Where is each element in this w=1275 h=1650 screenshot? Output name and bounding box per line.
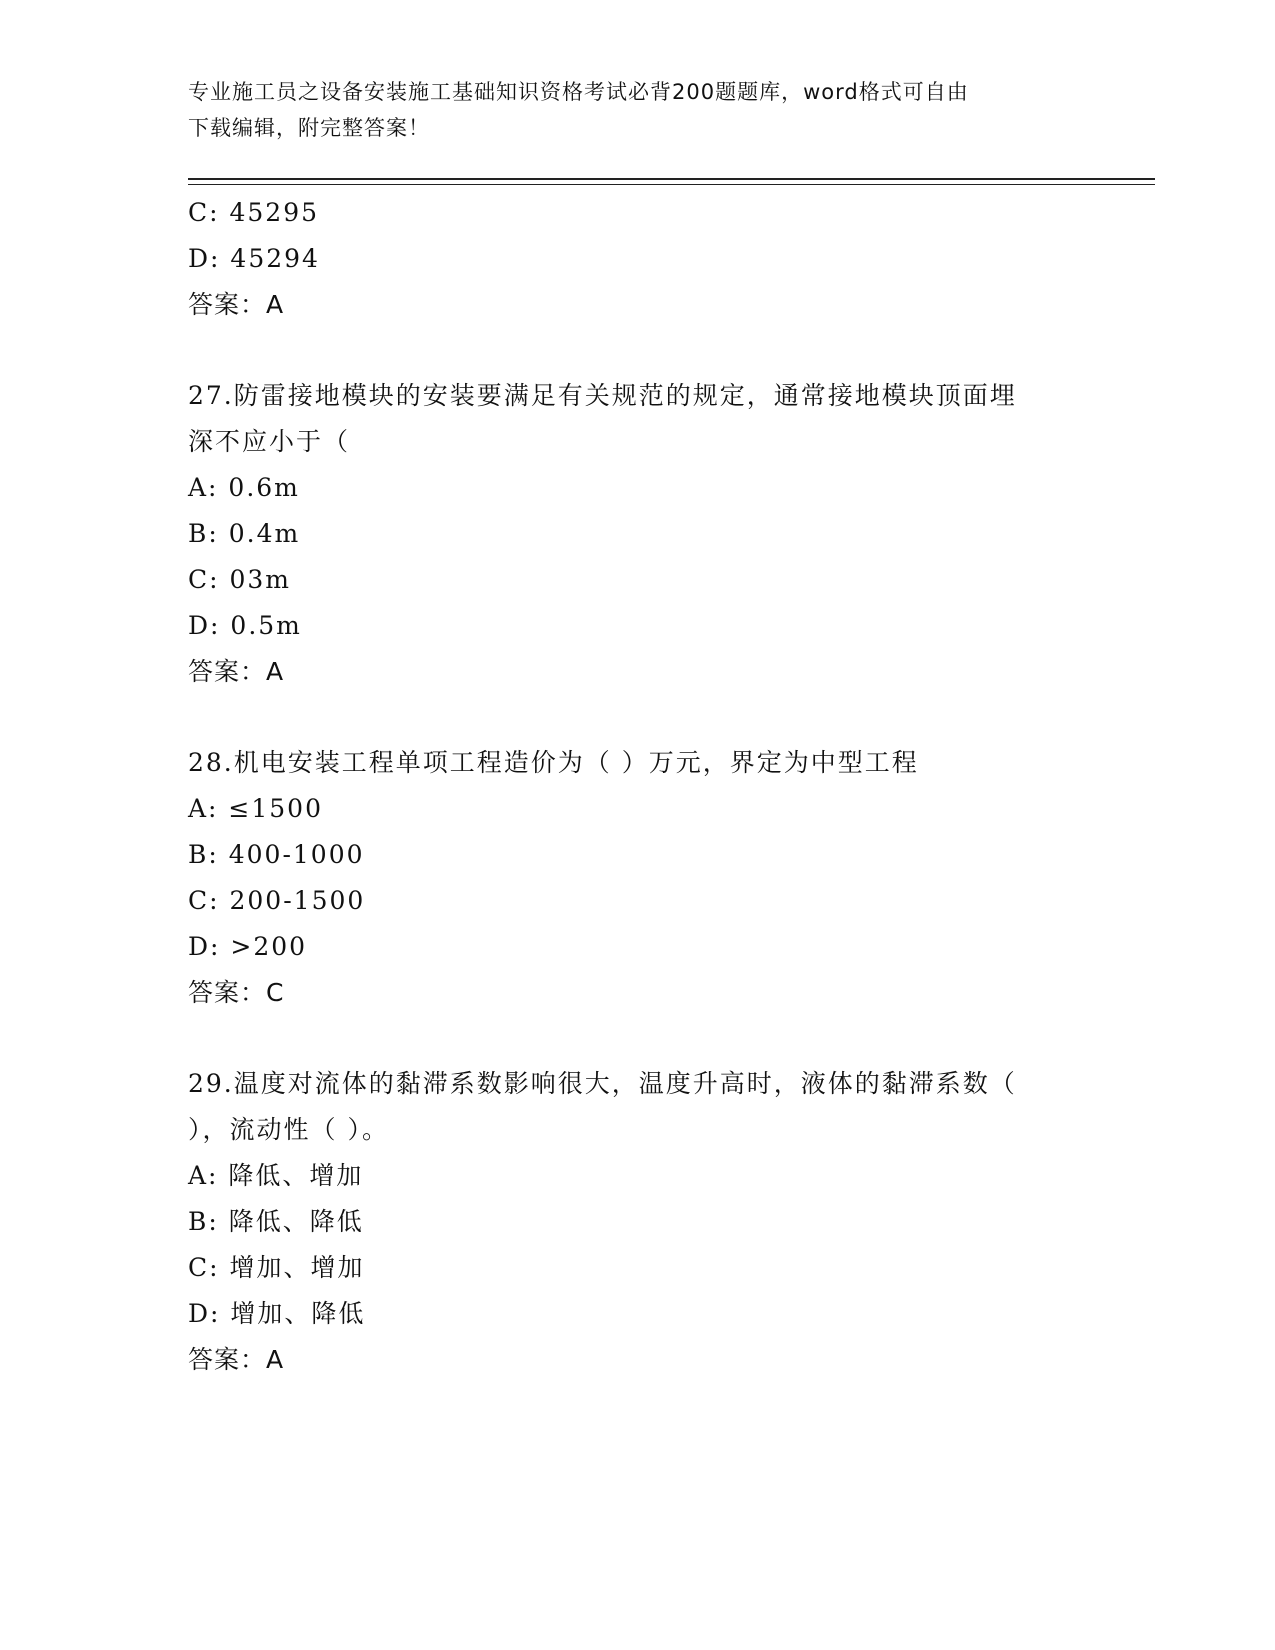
- question-stem: 28.机电安装工程单项工程造价为（ ）万元，界定为中型工程: [188, 748, 919, 777]
- header-divider-thin: [188, 184, 1155, 185]
- answer: 答案：A: [188, 657, 285, 686]
- option-d: D: >200: [188, 932, 308, 961]
- option-d: D: 45294: [188, 244, 320, 273]
- option-a: A: 降低、增加: [188, 1161, 364, 1190]
- option-a: A: 0.6m: [188, 473, 300, 502]
- page-header: [188, 74, 1088, 146]
- question-28: [188, 740, 1088, 1016]
- spacer: [188, 1016, 1088, 1061]
- option-b: B: 400-1000: [188, 840, 365, 869]
- option-a: A: ≤1500: [188, 794, 323, 823]
- option-c: C: 增加、增加: [188, 1253, 365, 1282]
- question-stem: 27.防雷接地模块的安装要满足有关规范的规定，通常接地模块顶面埋: [188, 381, 1017, 410]
- answer: 答案：A: [188, 290, 285, 319]
- header-line-2: 下载编辑，附完整答案！: [188, 116, 430, 140]
- spacer: [188, 328, 1088, 373]
- header-divider-thick: [188, 178, 1155, 180]
- header-line-1: 专业施工员之设备安装施工基础知识资格考试必背200题题库，word格式可自由: [188, 80, 969, 104]
- option-c: C: 200-1500: [188, 886, 366, 915]
- question-stem: ），流动性（ ）。: [188, 1115, 389, 1144]
- question-27: [188, 373, 1088, 695]
- question-stem: 29.温度对流体的黏滞系数影响很大，温度升高时，液体的黏滞系数（: [188, 1069, 1017, 1098]
- option-c: C: 03m: [188, 565, 292, 594]
- option-d: D: 增加、降低: [188, 1299, 366, 1328]
- question-26-tail: [188, 190, 1088, 328]
- option-c: C: 45295: [188, 198, 320, 227]
- spacer: [188, 695, 1088, 740]
- option-b: B: 降低、降低: [188, 1207, 364, 1236]
- question-29: [188, 1061, 1088, 1383]
- question-list: [188, 190, 1088, 1383]
- answer: 答案：C: [188, 978, 285, 1007]
- answer: 答案：A: [188, 1345, 285, 1374]
- question-stem: 深不应小于（: [188, 427, 351, 456]
- option-b: B: 0.4m: [188, 519, 301, 548]
- option-d: D: 0.5m: [188, 611, 302, 640]
